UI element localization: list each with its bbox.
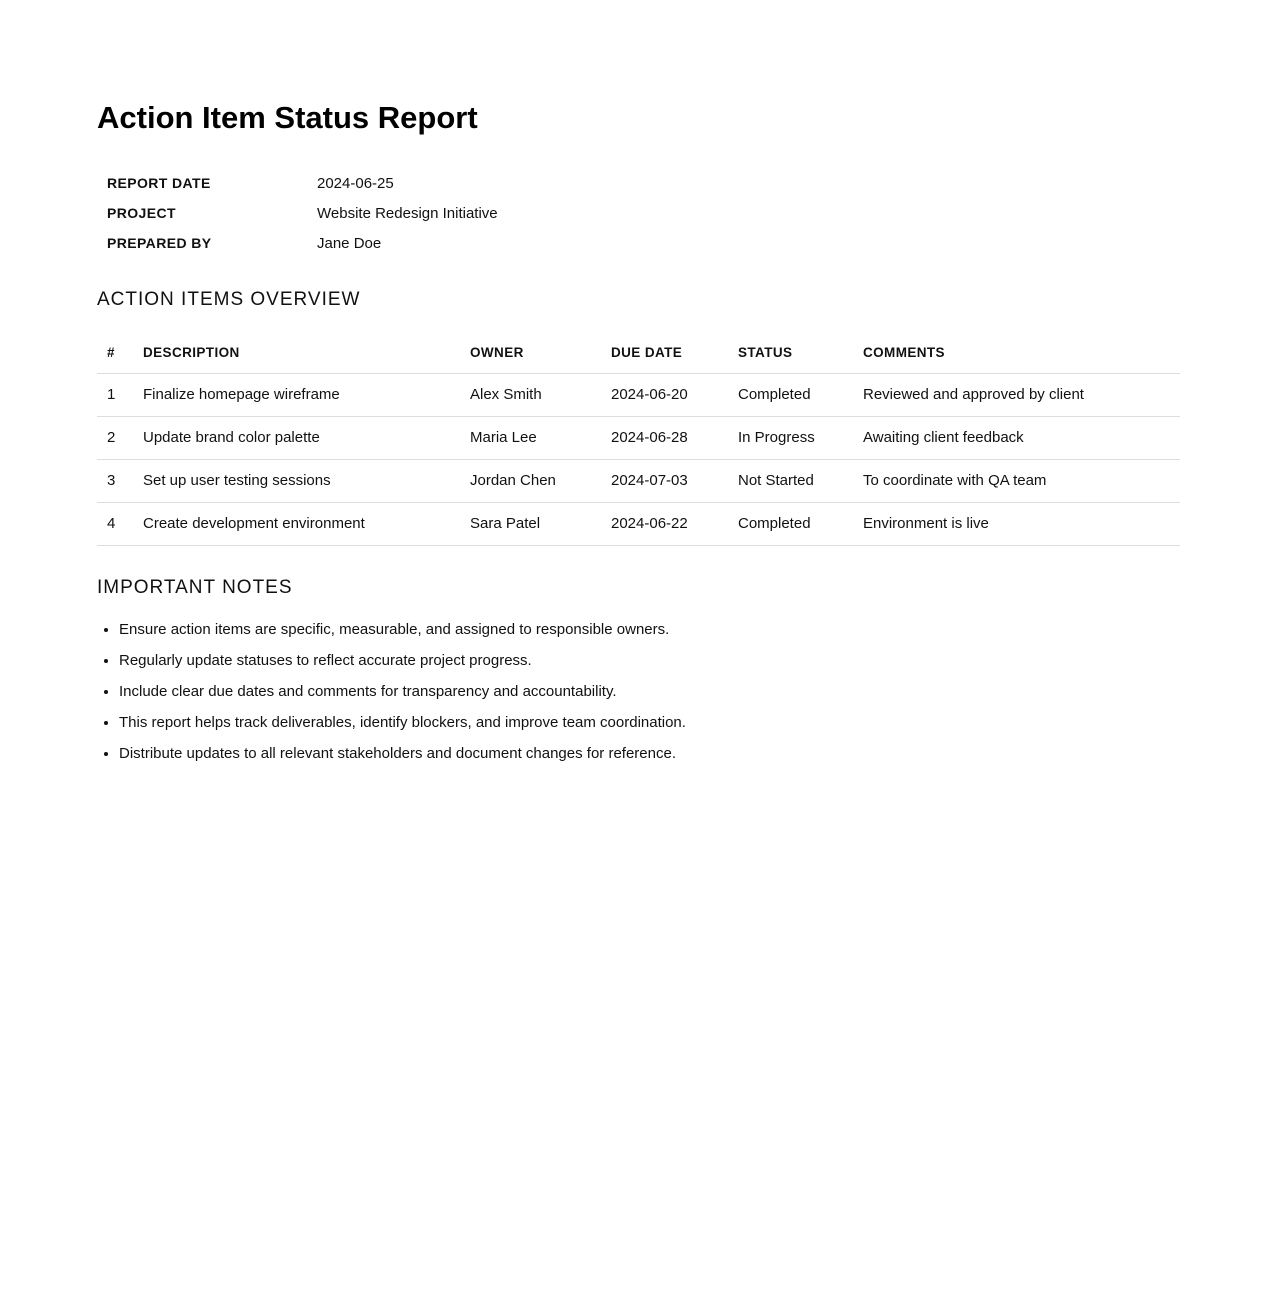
table-row (97, 374, 1180, 417)
note-item: • This report helps track deliverables, identify blockers, and improve team coordination. (119, 714, 1180, 732)
column-header-comments: COMMENTS (853, 325, 1180, 374)
column-header-owner: OWNER (460, 325, 601, 374)
cell-status: Not Started (728, 460, 853, 503)
cell-owner: Jordan Chen (460, 460, 601, 503)
cell-due-date: 2024-06-20 (601, 374, 728, 417)
cell-comments: Environment is live (853, 503, 1180, 546)
action-items-table (97, 325, 1180, 546)
cell-description: Finalize homepage wireframe (133, 374, 460, 417)
cell-comments: To coordinate with QA team (853, 460, 1180, 503)
cell-number: 2 (97, 417, 133, 460)
note-item: • Ensure action items are specific, measurable, and assigned to responsible owners. (119, 621, 1180, 639)
cell-status: Completed (728, 374, 853, 417)
report-meta (107, 168, 1180, 258)
cell-status: In Progress (728, 417, 853, 460)
cell-owner: Maria Lee (460, 417, 601, 460)
cell-owner: Alex Smith (460, 374, 601, 417)
cell-description: Update brand color palette (133, 417, 460, 460)
meta-label: PROJECT (107, 205, 176, 221)
cell-comments: Awaiting client feedback (853, 417, 1180, 460)
meta-label: REPORT DATE (107, 175, 211, 191)
cell-description: Set up user testing sessions (133, 460, 460, 503)
meta-value: 2024-06-25 (317, 174, 394, 192)
meta-label: PREPARED BY (107, 235, 212, 251)
cell-due-date: 2024-06-22 (601, 503, 728, 546)
cell-description: Create development environment (133, 503, 460, 546)
table-row (97, 417, 1180, 460)
table-row (97, 460, 1180, 503)
cell-due-date: 2024-07-03 (601, 460, 728, 503)
column-header-due-date: DUE DATE (601, 325, 728, 374)
note-item: • Include clear due dates and comments for transparency and accountability. (119, 683, 1180, 701)
page-title: Action Item Status Report (97, 100, 478, 135)
meta-value: Jane Doe (317, 234, 382, 252)
section-heading-notes: IMPORTANT NOTES (97, 577, 293, 598)
meta-value: Website Redesign Initiative (317, 204, 498, 222)
section-heading-action-items: ACTION ITEMS OVERVIEW (97, 289, 361, 310)
table-row (97, 503, 1180, 546)
meta-row-report-date (107, 168, 1180, 198)
note-item: • Distribute updates to all relevant stakeholders and document changes for reference. (119, 745, 1180, 763)
cell-number: 4 (97, 503, 133, 546)
meta-row-project (107, 198, 1180, 228)
column-header-number: # (97, 325, 133, 374)
meta-row-prepared-by (107, 228, 1180, 258)
cell-due-date: 2024-06-28 (601, 417, 728, 460)
cell-number: 3 (97, 460, 133, 503)
table-header-row (97, 325, 1180, 374)
cell-comments: Reviewed and approved by client (853, 374, 1180, 417)
cell-number: 1 (97, 374, 133, 417)
note-item: • Regularly update statuses to reflect accurate project progress. (119, 652, 1180, 670)
cell-status: Completed (728, 503, 853, 546)
notes-list (97, 621, 1180, 763)
cell-owner: Sara Patel (460, 503, 601, 546)
column-header-description: DESCRIPTION (133, 325, 460, 374)
column-header-status: STATUS (728, 325, 853, 374)
